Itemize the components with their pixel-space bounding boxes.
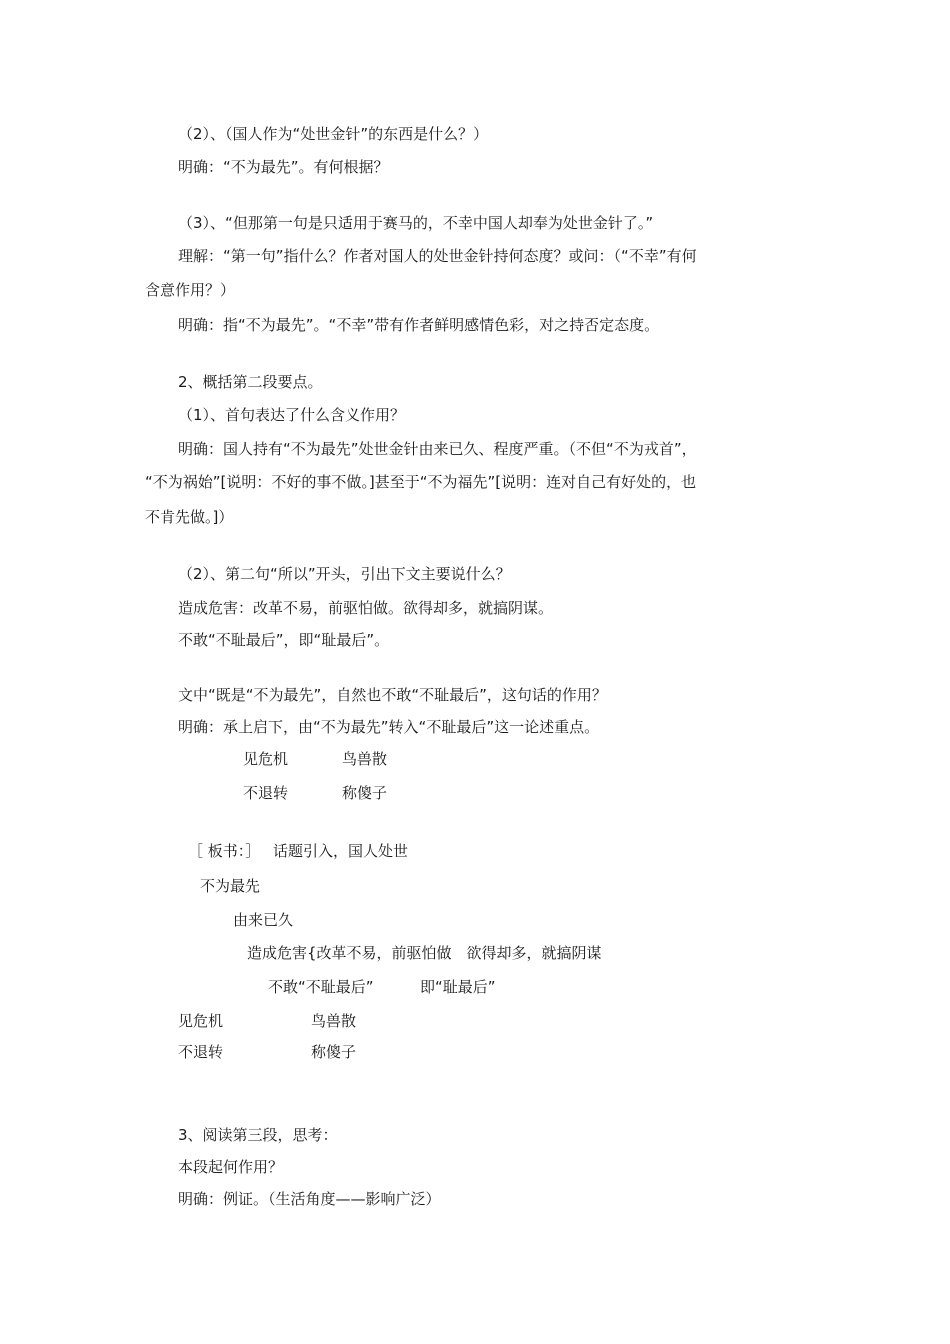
dare-text: 不敢“不耻最后”，即“耻最后”。 <box>178 631 390 649</box>
board-label: ［ 板书：］ <box>188 842 261 860</box>
board-line-4b: 即“耻最后” <box>420 978 496 996</box>
question-1-2: （1）、首句表达了什么含义作用？ <box>178 406 406 424</box>
board-line-2: 由来已久 <box>233 911 294 929</box>
answer-2-1: 明确：“不为最先”。有何根据？ <box>178 158 389 176</box>
section-2-heading: 2、概括第二段要点。 <box>178 373 323 391</box>
board-line-3: 造成危害{改革不易，前驱怕做 欲得却多，就搞阴谋 <box>247 944 602 962</box>
board-line-4a: 不敢“不耻最后” <box>268 978 374 996</box>
section-3-answer: 明确：例证。（生活角度——影响广泛） <box>178 1190 441 1208</box>
board-pair-2-left: 不退转 <box>178 1043 224 1061</box>
question-2-2: （2）、第二句“所以”开头，引出下文主要说什么？ <box>178 565 511 583</box>
answer-3-1: 明确：指“不为最先”。“不幸”带有作者鲜明感情色彩，对之持否定态度。 <box>178 316 660 334</box>
pair-1-right: 鸟兽散 <box>342 750 388 768</box>
pair-2-right: 称傻子 <box>342 784 388 802</box>
board-pair-1-right: 鸟兽散 <box>311 1012 357 1030</box>
board-intro: 话题引入，国人处世 <box>273 842 409 860</box>
answer-1-2-line3: 不肯先做。]） <box>145 508 234 526</box>
pair-1-left: 见危机 <box>243 750 289 768</box>
understand-3-1-line2: 含意作用？） <box>145 281 236 299</box>
question-3-2: 文中“既是“不为最先”，自然也不敢“不耻最后”，这句话的作用？ <box>178 686 607 704</box>
harm-text: 造成危害：改革不易，前驱怕做。欲得却多，就搞阴谋。 <box>178 599 554 617</box>
question-2-1: （2）、（国人作为“处世金针”的东西是什么？） <box>178 125 489 143</box>
section-3-question: 本段起何作用？ <box>178 1158 284 1176</box>
board-line-1: 不为最先 <box>200 877 261 895</box>
answer-1-2-line1: 明确：国人持有“不为最先”处世金针由来已久、程度严重。（不但“不为戎首”， <box>178 440 697 458</box>
pair-2-left: 不退转 <box>243 784 289 802</box>
question-3-1: （3）、“但那第一句是只适用于赛马的，不幸中国人却奉为处世金针了。” <box>178 214 654 232</box>
board-pair-1-left: 见危机 <box>178 1012 224 1030</box>
section-3-heading: 3、阅读第三段，思考： <box>178 1126 338 1144</box>
board-pair-2-right: 称傻子 <box>311 1043 357 1061</box>
answer-3-2: 明确：承上启下，由“不为最先”转入“不耻最后”这一论述重点。 <box>178 718 600 736</box>
understand-3-1-line1: 理解：“第一句”指什么？作者对国人的处世金针持何态度？或问：（“不幸”有何 <box>178 247 697 265</box>
answer-1-2-line2: “不为祸始”[说明：不好的事不做。]甚至于“不为福先”[说明：连对自己有好处的，也 <box>145 473 697 491</box>
